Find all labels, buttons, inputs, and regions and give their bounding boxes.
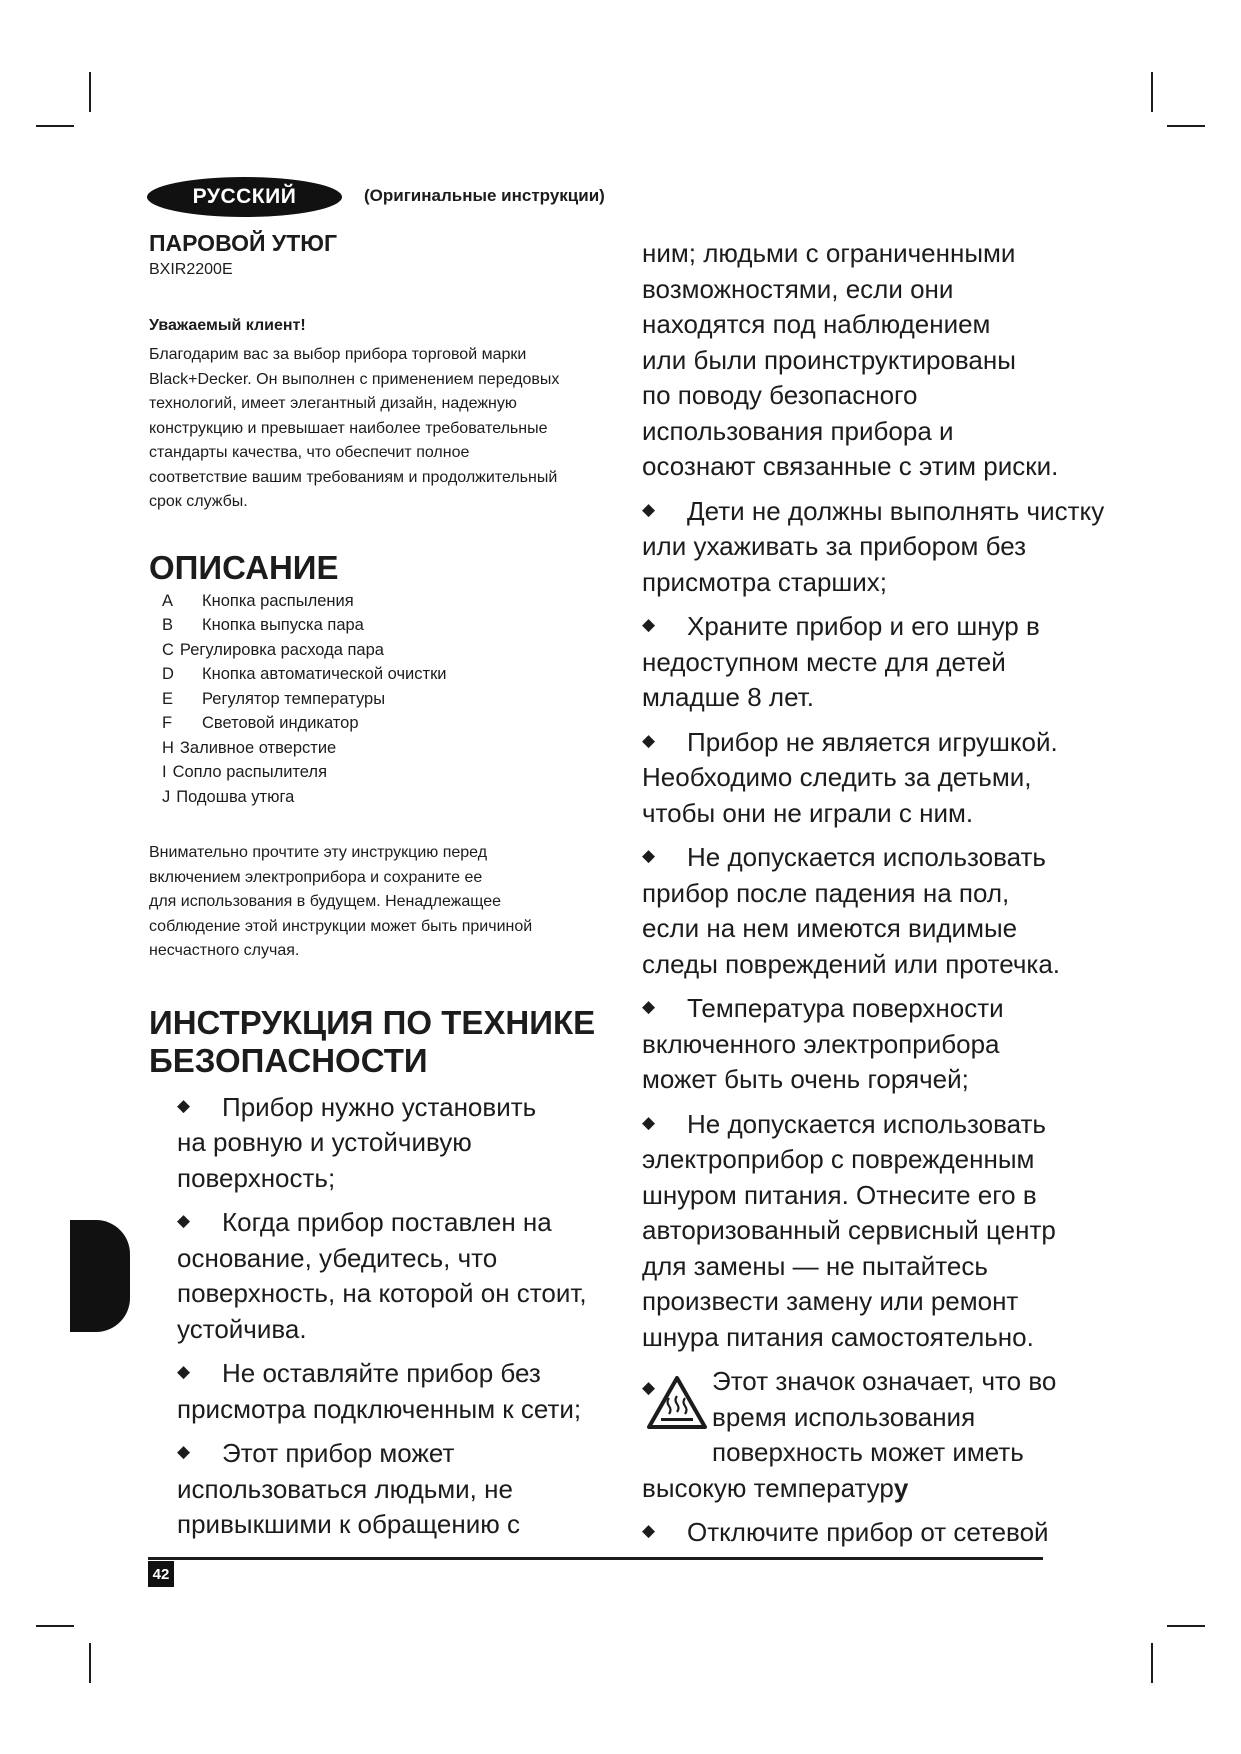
notice-line: Внимательно прочтите эту инструкцию перед <box>149 844 488 861</box>
part-item <box>149 662 609 687</box>
bullet-line: прибор после падения на пол, <box>642 877 1010 908</box>
bullet-line: включенного электроприбора <box>642 1028 1000 1059</box>
part-label: Кнопка выпуска пара <box>202 616 364 634</box>
hot-surface-last-line: высокую температур <box>642 1472 894 1503</box>
crop-mark <box>1151 1643 1153 1683</box>
safety-list-left <box>149 1090 609 1543</box>
part-letter: A <box>162 591 174 610</box>
crop-mark <box>36 1625 74 1627</box>
intro-paragraph <box>149 343 609 515</box>
bullet-line: младше 8 лет. <box>642 682 814 712</box>
bullet-line: Этот значок означает, что во <box>712 1366 1057 1396</box>
part-item <box>149 736 609 761</box>
part-item <box>149 638 609 663</box>
product-title: ПАРОВОЙ УТЮГ <box>149 230 338 256</box>
part-letter: F <box>162 714 173 732</box>
bullet-line: время использования <box>712 1401 976 1432</box>
part-label: Сопло распылителя <box>172 763 327 781</box>
part-item <box>149 785 609 810</box>
bullet-line: на ровную и устойчивую <box>177 1127 472 1157</box>
part-letter: D <box>162 665 174 683</box>
safety-bullet <box>642 609 1112 716</box>
bullet-line <box>642 1471 1112 1507</box>
part-letter: E <box>162 689 174 708</box>
safety-bullet <box>642 840 1112 982</box>
bullet-line: Необходимо следить за детьми, <box>642 762 1032 792</box>
bullet-line: Отключите прибор от сетевой <box>687 1517 1049 1547</box>
part-item <box>149 687 609 712</box>
bullet-line: по поводу безопасного <box>642 380 918 410</box>
intro-line: Black+Decker. Он выполнен с применением передовых <box>149 370 560 388</box>
part-item <box>149 711 609 736</box>
safety-bullet <box>642 494 1112 601</box>
part-label: Световой индикатор <box>202 714 359 732</box>
intro-line: стандарты качества, что обеспечит полное <box>149 444 470 461</box>
bullet-line: Дети не должны выполнять чистку <box>687 495 1105 526</box>
bullet-diamond-icon: ◆ <box>177 1095 191 1115</box>
hot-surface-text <box>712 1364 1112 1471</box>
notice-line: несчастного случая. <box>149 942 300 959</box>
safety-heading <box>149 1004 609 1080</box>
bullet-line: присмотра старших; <box>642 566 888 597</box>
part-label: Кнопка автоматической очистки <box>202 665 447 683</box>
safety-bullet <box>642 725 1112 832</box>
safety-heading-line: БЕЗОПАСНОСТИ <box>149 1041 428 1079</box>
greeting: Уважаемый клиент! <box>149 317 306 334</box>
bullet-diamond-icon: ◆ <box>642 1378 656 1397</box>
original-instructions-note: (Оригинальные инструкции) <box>364 186 605 205</box>
notice-line: для использования в будущем. Ненадлежащее <box>149 893 502 910</box>
hot-surface-warning <box>642 1364 1112 1506</box>
bullet-line: Прибор не является игрушкой. <box>687 726 1058 757</box>
bullet-line: поверхность, на которой он стоит, <box>177 1278 587 1308</box>
bullet-line: основание, убедитесь, что <box>177 1242 498 1273</box>
bullet-line: использования прибора и <box>642 415 954 446</box>
right-column <box>642 236 1112 1560</box>
hot-surface-last-char: у <box>893 1472 909 1503</box>
intro-line: Благодарим вас за выбор прибора торговой марки <box>149 346 527 363</box>
part-label: Подошва утюга <box>176 787 295 806</box>
page-number: 42 <box>148 1561 174 1587</box>
bullet-line: может быть очень горячей; <box>642 1064 969 1094</box>
bullet-diamond-icon: ◆ <box>642 615 656 634</box>
part-letter: H <box>162 738 174 757</box>
bullet-line: поверхность; <box>177 1162 336 1193</box>
part-letter: C <box>162 640 174 659</box>
part-item <box>149 589 609 614</box>
crop-mark <box>89 1643 91 1683</box>
description-heading: ОПИСАНИЕ <box>149 548 339 586</box>
hot-surface-warning-icon <box>646 1374 708 1430</box>
safety-list-right <box>642 494 1112 1356</box>
bullet-diamond-icon: ◆ <box>642 846 656 865</box>
bullet-line: авторизованный сервисный центр <box>642 1215 1056 1245</box>
bullet-line: использоваться людьми, не <box>177 1473 513 1504</box>
crop-mark <box>1167 1625 1205 1627</box>
bullet-line: шнура питания самостоятельно. <box>642 1321 1034 1352</box>
bullet-line: следы повреждений или протечка. <box>642 948 1061 979</box>
part-item <box>149 760 609 785</box>
bullet-line: или были проинструктированы <box>642 344 1016 375</box>
part-label: Регулятор температуры <box>202 689 386 708</box>
bullet-diamond-icon: ◆ <box>642 499 656 519</box>
notice-line: соблюдение этой инструкции может быть причиной <box>149 917 533 935</box>
bullet-line: шнуром питания. Отнесите его в <box>642 1179 1037 1210</box>
crop-mark <box>1151 72 1153 112</box>
bullet-line: Не оставляйте прибор без <box>222 1358 541 1388</box>
bullet-line: произвести замену или ремонт <box>642 1286 1019 1316</box>
part-label: Кнопка распыления <box>202 591 354 610</box>
bullet-line: Прибор нужно установить <box>222 1091 537 1122</box>
bullet-line: возможностями, если они <box>642 273 954 304</box>
part-item <box>149 613 609 638</box>
crop-mark <box>36 125 74 127</box>
part-letter: J <box>162 787 171 806</box>
bullet-line: присмотра подключенным к сети; <box>177 1393 582 1424</box>
hot-surface-icon-wrap <box>642 1364 712 1471</box>
bullet-line: Храните прибор и его шнур в <box>687 611 1040 641</box>
bullet-line: Не допускается использовать <box>687 842 1046 872</box>
model-number: BXIR2200E <box>149 261 233 278</box>
bullet-line: чтобы они не играли с ним. <box>642 797 974 828</box>
bullet-line: или ухаживать за прибором без <box>642 531 1027 561</box>
crop-mark <box>1167 125 1205 127</box>
bullet-line: устойчива. <box>177 1313 307 1344</box>
bullet-line: Температура поверхности <box>687 993 1004 1023</box>
bullet-diamond-icon: ◆ <box>642 1112 656 1132</box>
bullet-line: для замены — не пытайтесь <box>642 1250 988 1281</box>
part-letter: B <box>162 616 174 634</box>
bullet-line: если на нем имеются видимые <box>642 913 1018 943</box>
intro-line: технологий, имеет элегантный дизайн, надежную <box>149 395 517 412</box>
bullet-diamond-icon: ◆ <box>177 1362 191 1381</box>
safety-bullet <box>177 1356 609 1427</box>
bullet-diamond-icon: ◆ <box>177 1211 191 1230</box>
safety-bullet <box>177 1090 609 1197</box>
left-column <box>149 230 609 1552</box>
safety-list-right-end <box>642 1515 1112 1551</box>
intro-line: конструкцию и превышает наиболее требовательные <box>149 419 548 437</box>
bullet-line: Когда прибор поставлен на <box>222 1207 552 1237</box>
parts-list <box>149 589 609 810</box>
bullet-line: Не допускается использовать <box>687 1108 1046 1139</box>
bullet-line: поверхность может иметь <box>712 1437 1024 1467</box>
safety-bullet <box>177 1205 609 1347</box>
bullet-line: осознают связанные с этим риски. <box>642 451 1059 481</box>
bullet-diamond-icon: ◆ <box>177 1442 191 1461</box>
safety-bullet <box>177 1436 609 1543</box>
read-instructions-notice <box>149 841 609 964</box>
bullet-line: находятся под наблюдением <box>642 309 991 339</box>
bullet-line: привыкшими к обращению с <box>177 1509 520 1539</box>
safety-bullet <box>642 991 1112 1098</box>
bullet-diamond-icon: ◆ <box>642 1521 656 1540</box>
notice-line: включением электроприбора и сохраните ее <box>149 868 483 886</box>
bullet-diamond-icon: ◆ <box>642 730 656 750</box>
part-label: Регулировка расхода пара <box>179 640 384 659</box>
bullet-line: электроприбор с поврежденным <box>642 1144 1035 1174</box>
bullet-line: недоступном месте для детей <box>642 646 1006 677</box>
safety-bullet <box>642 1107 1112 1356</box>
bullet-line: Этот прибор может <box>222 1438 455 1468</box>
footer-rule <box>148 1557 1043 1560</box>
safety-heading-line: ИНСТРУКЦИЯ ПО ТЕХНИКЕ <box>149 1003 596 1041</box>
intro-line: срок службы. <box>149 493 248 510</box>
language-thumb-tab <box>70 1220 130 1332</box>
bullet-diamond-icon: ◆ <box>642 997 656 1016</box>
safety-bullet <box>642 1515 1112 1551</box>
crop-mark <box>89 72 91 112</box>
language-badge: РУССКИЙ <box>147 177 342 217</box>
intro-line: соответствие вашим требованиям и продолжительный <box>149 468 558 486</box>
bullet-continuation <box>642 236 1112 485</box>
part-letter: I <box>162 763 167 781</box>
part-label: Заливное отверстие <box>179 738 337 757</box>
bullet-line: ним; людьми с ограниченными <box>642 238 1016 268</box>
